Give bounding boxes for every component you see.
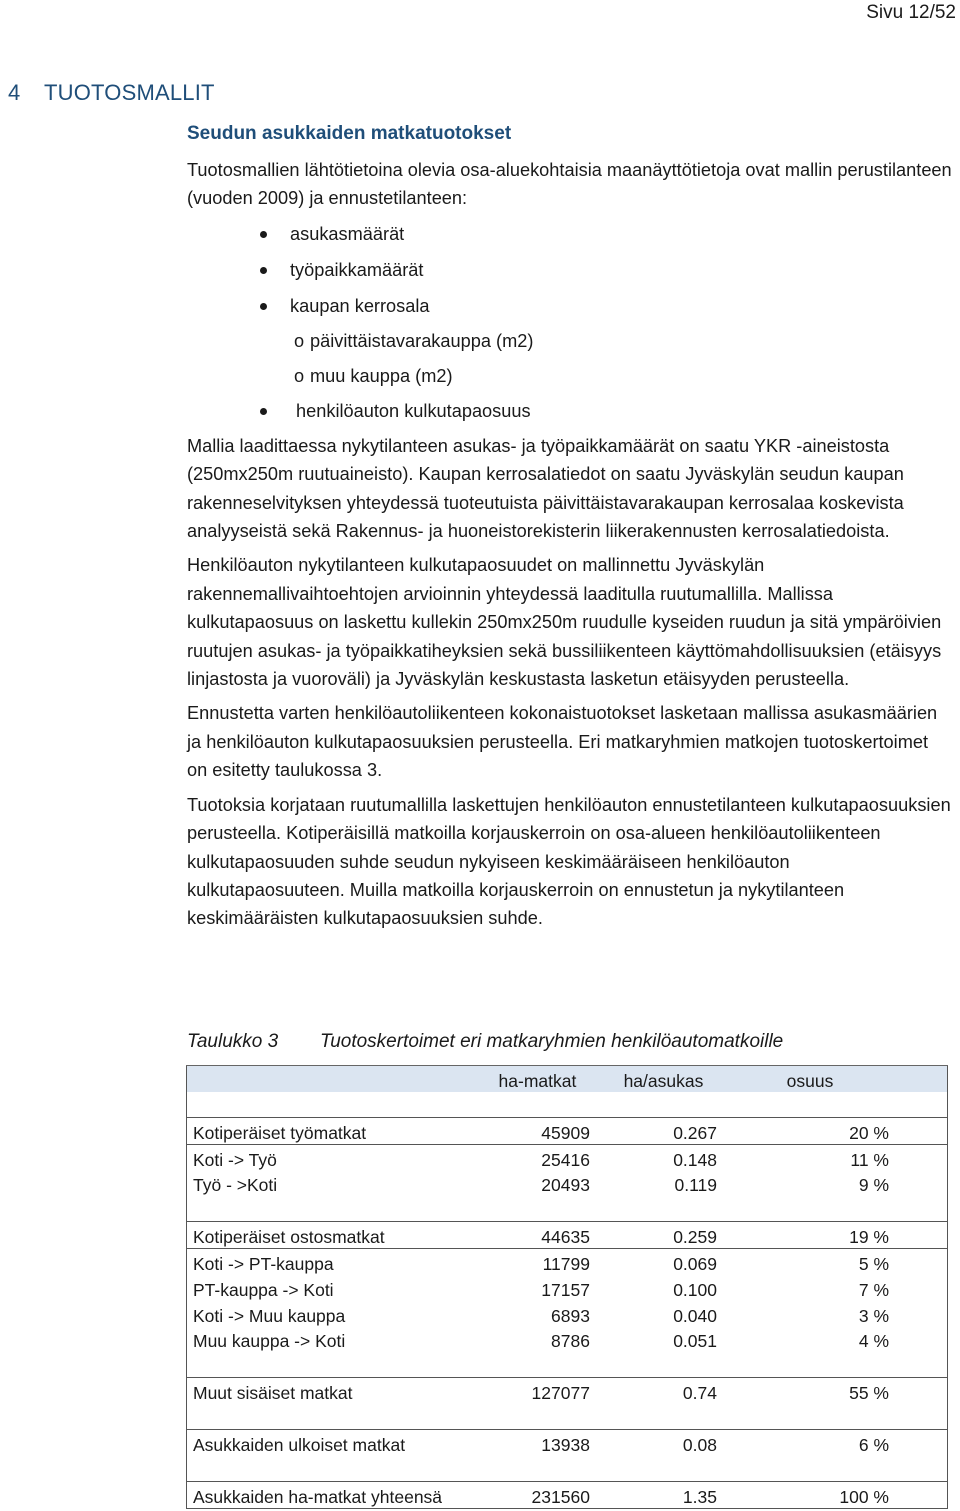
bullet-dot bbox=[260, 408, 267, 415]
list-item: asukasmäärät bbox=[290, 223, 405, 244]
column-header: ha/asukas bbox=[604, 1066, 725, 1093]
table-caption bbox=[187, 1031, 783, 1053]
column-header bbox=[187, 1066, 479, 1093]
table-row: Kotiperäiset työmatkat 45909 0.267 20 % bbox=[187, 1118, 948, 1145]
sub-list-item: o muu kauppa (m2) bbox=[294, 362, 453, 390]
table-row: PT-kauppa -> Koti 17157 0.100 7 % bbox=[193, 1279, 889, 1300]
subsection-heading: Seudun asukkaiden matkatuotokset bbox=[187, 123, 512, 144]
table-row: Muut sisäiset matkat 127077 0.74 55 % bbox=[187, 1378, 948, 1404]
table-header-row bbox=[187, 1066, 948, 1093]
table-row: Asukkaiden ulkoiset matkat 13938 0.08 6 % bbox=[187, 1430, 948, 1456]
section-title: TUOTOSMALLIT bbox=[44, 80, 215, 105]
table-row: Koti -> Työ 25416 0.148 11 % bbox=[187, 1144, 948, 1170]
body-text bbox=[187, 156, 952, 933]
sub-bullet-marker: o bbox=[294, 365, 305, 386]
bullet-dot bbox=[260, 267, 267, 274]
sub-list-item: o päivittäistavarakauppa (m2) bbox=[294, 327, 533, 355]
table-row: Muu kauppa -> Koti 8786 0.051 4 % bbox=[193, 1331, 889, 1352]
intro-paragraph: Tuotosmallien lähtötietoina olevia osa-aluekohtaisia maanäyttötietoja ovat mallin perustilanteen (vuoden 2009) ja ennustetilanteen: bbox=[187, 160, 952, 209]
list-item: työpaikkamäärät bbox=[290, 259, 424, 280]
list-item: kaupan kerrosala bbox=[290, 295, 430, 316]
section-number: 4 bbox=[8, 80, 21, 105]
column-header: ha-matkat bbox=[479, 1066, 604, 1093]
bullet-list bbox=[187, 220, 952, 465]
table-row: Työ - >Koti 20493 0.119 9 % bbox=[193, 1175, 889, 1196]
column-header: osuus bbox=[725, 1066, 948, 1093]
table-row: Koti -> PT-kauppa 11799 0.069 5 % bbox=[187, 1249, 948, 1275]
table-row: Koti -> Muu kauppa 6893 0.040 3 % bbox=[193, 1305, 889, 1326]
data-table bbox=[186, 1065, 948, 1509]
table-row: Kotiperäiset ostosmatkat 44635 0.259 19 % bbox=[187, 1222, 948, 1249]
paragraph: Ennustetta varten henkilöautoliikenteen kokonaistuotokset lasketaan mallissa asukasmäärien ja henkilöauton kulkutapaosuuksien perusteella. Eri matkaryhmien matkojen tuotoskertoimet on esitetty taulukossa 3. bbox=[187, 703, 938, 781]
bullet-dot bbox=[260, 231, 267, 238]
paragraph: Henkilöauton nykytilanteen kulkutapaosuudet on mallinnettu Jyväskylän rakennemallivaihtoehtojen arvioinnin yhteydessä laaditulla ruutumallilla. Mallissa kulkutapaosuus on laskettu kullekin 250mx250m ruudulle kyseiden ruudun ja sitä ympäröivien ruutujen asukas- ja työpaikkatiheyksien sekä bussiliikenteen käyttömahdollisuuksien (etäisyys linjastosta ja vuoroväli) ja Jyväskylän keskustasta lasketun etäisyyden perusteella. bbox=[187, 555, 942, 690]
list-item: henkilöauton kulkutapaosuus bbox=[296, 400, 531, 421]
table-caption-number: Taulukko 3 bbox=[187, 1031, 279, 1052]
table-row: Asukkaiden ha-matkat yhteensä 231560 1.35 100 % bbox=[187, 1481, 948, 1508]
table-caption-title: Tuotoskertoimet eri matkaryhmien henkilöautomatkoille bbox=[320, 1031, 784, 1052]
paragraph: Mallia laadittaessa nykytilanteen asukas- ja työpaikkamäärät on saatu YKR -aineistosta (250mx250m ruutuaineisto). Kaupan kerrosalatiedot on saatu Jyväskylän seudun kaupan rakenneselvityksen yhteydessä tuoteutuista päivittäistavarakaupan kerrosalaa koskevista analyyseistä sekä Rakennus- ja huoneistorekisterin liikerakennusten kerrosalatiedoista. bbox=[187, 435, 904, 542]
bullet-dot bbox=[260, 303, 267, 310]
paragraph: Tuotoksia korjataan ruutumallilla laskettujen henkilöauton ennustetilanteen kulkutapaosuuksien perusteella. Kotiperäisillä matkoilla korjauskerroin on osa-alueen henkilöautoliikenteen kulkutapaosuuden suhde seudun nykyiseen keskimääräiseen henkilöauton kulkutapaosuuteen. Muilla matkoilla korjauskerroin on ennustetun ja nykytilanteen keskimääräisten kulkutapaosuuksien suhde. bbox=[187, 794, 951, 929]
section-heading bbox=[8, 80, 215, 106]
sub-bullet-marker: o bbox=[294, 330, 305, 351]
page-number: Sivu 12/52 bbox=[866, 2, 956, 23]
